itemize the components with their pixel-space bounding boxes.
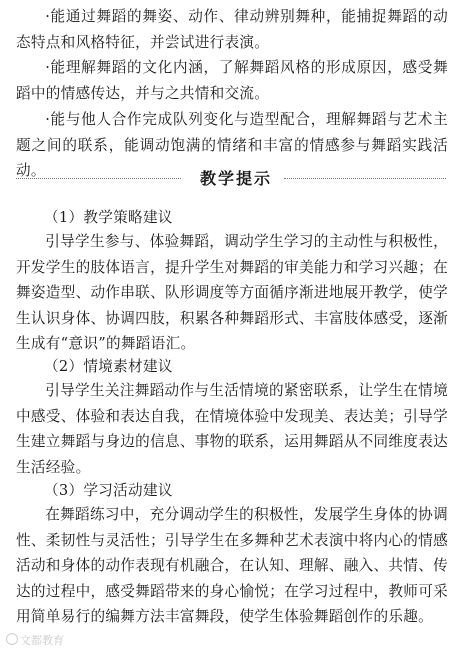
section-divider [16,166,446,192]
watermark-logo-icon [6,633,18,645]
subsection-heading-2: （2）情境素材建议 [44,358,173,375]
section-title: 教学提示 [199,169,272,188]
subsection-body-3: 在舞蹈练习中，充分调动学生的积极性，发展学生身体的协调性、柔韧性与灵活性；引导学生在多舞种艺术表演中将内心的情感活动和身体的动作表现有机融合，在认知、理解、融入、共情、传达的过程中，感受舞蹈带来的身心愉悦；在学习过程中，教师可采用简单易行的编舞方法丰富舞段，使学生体验舞蹈创作的乐趣。 [16,506,448,625]
watermark-text: 文都教育 [20,634,64,647]
subsection-body-2: 引导学生关注舞蹈动作与生活情境的紧密联系，让学生在情境中感受、体验和表达自我，在情境体验中发现美、表达美；引导学生建立舞蹈与身边的信息、事物的联系，运用舞蹈从不同维度表达生活经验。 [16,382,448,476]
subsection-body-1: 引导学生参与、体验舞蹈，调动学生学习的主动性与积极性，开发学生的肢体语言，提升学生对舞蹈的审美能力和学习兴趣；在舞姿造型、动作串联、队形调度等方面循序渐进地展开教学，使学生认识身体、协调四肢，积累各种舞蹈形式、丰富肢体感受，逐渐生成有“意识”的舞蹈语汇。 [16,233,448,352]
dotted-rule-right [284,178,446,179]
subsection-heading-3: （3）学习活动建议 [44,482,173,499]
dotted-rule-left [16,178,181,179]
subsection-heading-1: （1）教学策略建议 [44,209,173,226]
bullet-item-3: ·能与他人合作完成队列变化与造型配合，理解舞蹈与艺术主题之间的联系，能调动饱满的情绪和丰富的情感参与舞蹈实践活动。 [16,111,448,179]
bullet-item-2: ·能理解舞蹈的文化内涵，了解舞蹈风格的形成原因，感受舞蹈中的情感传达，并与之共情和交流。 [16,59,448,102]
watermark [6,633,64,648]
bullet-item-1: ·能通过舞蹈的舞姿、动作、律动辨别舞种，能捕捉舞蹈的动态特点和风格特征，并尝试进行表演。 [16,8,448,51]
